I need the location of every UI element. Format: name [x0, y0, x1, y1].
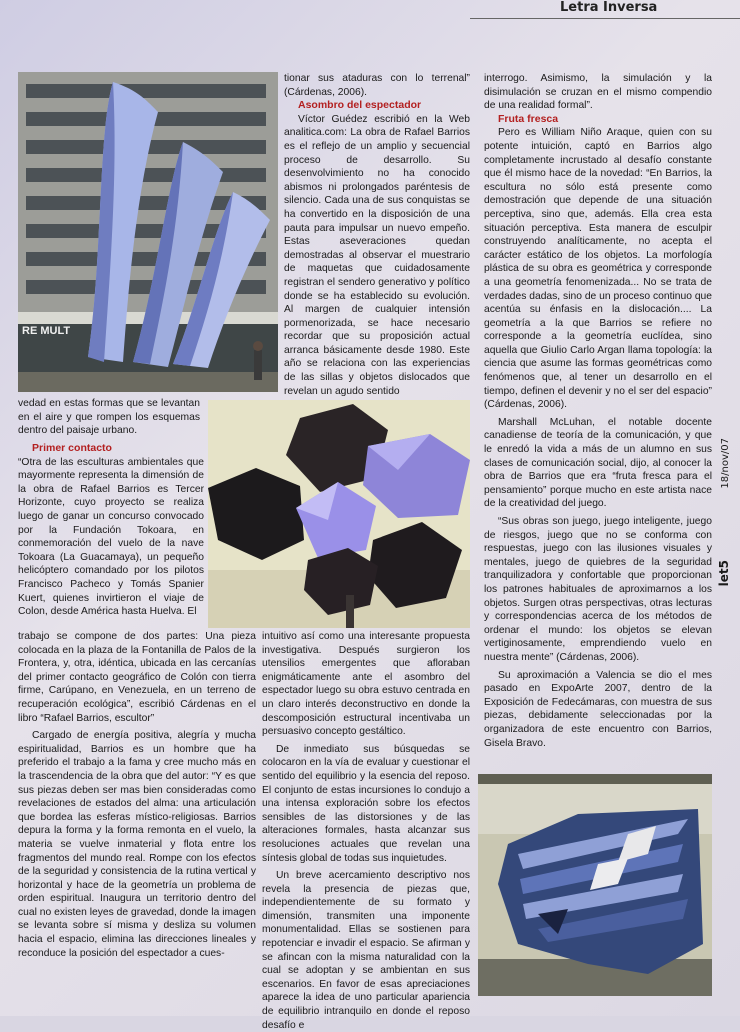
col3-text [484, 72, 712, 772]
col2-subheading: Asombro del espectador [298, 99, 422, 112]
col3-paragraph-4: Su aproximación a Valencia se dio el mes pasado en ExpoArte 2007, dentro de la Exposición de Fedecámaras, con muestra de sus piezas, debidamente seleccionadas por la organizadora de este encuentro con Barrios, Gisela Bravo. [484, 669, 712, 749]
col3-paragraph-3: “Sus obras son juego, juego inteligente, juego de riesgos, juego que no se conforma con respuestas, juego con las ilusiones visuales y mentales, juego de quiebres de la seguridad tranquilizadora y confortable que proporcionan los patrones habituales de aproximarnos a los objetos. Surgen otras perspectivas, otras lecturas y correspondencias acerca de los métodos de ordenar el mundo: los objetos se elevan vertiginosamente, emprendiendo vuelo en nuestra mente” (Cárdenas, 2006). [484, 516, 712, 663]
col2-lower [262, 630, 470, 1031]
section-header: Letra Inversa [560, 0, 658, 15]
col3-paragraph-top: interrogo. Asimismo, la simulación y la disimulación se cruzan en el mismo compendio de una realidad formal”. [484, 73, 712, 112]
building-sign-text: RE MULT [22, 325, 71, 337]
col1-paragraph-2: trabajo se compone de dos partes: Una pieza colocada en la plaza de la Fontanilla de Palos de la Frontera, y, otra, idéntica, ubicada en las cercanías del primer contacto geográfico de Colón con tierra firme, Carúpano, en Venezuela, en un terreno de recuperación ecológica”, escribió Cárdenas en el libro “Rafael Barrios, escultor” [18, 631, 256, 724]
col1-subheading: Primer contacto [32, 442, 112, 454]
side-date: 18/nov/07 [720, 438, 731, 489]
page-number: let5 [717, 560, 731, 587]
col2-paragraph-1: Víctor Guédez escribió en la Web analitica.com: La obra de Rafael Barrios es el reflejo de un amplio y secuencial proceso de desarrollo. Su desenvolvimiento no ha conocido abismos ni prolongados paréntesis de silencio. Cada una de sus conquistas se ha convertido en la disposición de una pauta para impulsar un nuevo empeño. Estas aseveraciones quedan demostradas al observar el muestrario de maquetas que cuidadosamente registran el sendero generativo y político donde se ha establecido su evolución. Al margen de cualquier intensión pormenorizada, se hace necesario recordar que su proposición actual arranca básicamente desde 1980. Este año se relaciona con las experiencias de las sillas y objetos dislocados que revelan un agudo sentido [284, 113, 470, 397]
building-sculpture-illustration [18, 72, 278, 392]
col2-paragraph-top: tionar sus ataduras con lo terrenal” (Cárdenas, 2006). [284, 73, 470, 98]
col2-paragraph-4: Un breve acercamiento descriptivo nos revela la presencia de piezas que, independientemente de su formato y dimensión, transmiten una imponente monumentalidad. Ellas se sostienen para repotenciar e invadir el espacio. Se afirman y se afincan con la misma naturalidad con la cual se adoptan y se ambientan en sus escenarios. En favor de esas apreciaciones aparece la idea de uno particular apariencia de equilibrio intranquilo en donde el reposo desafío e [262, 870, 470, 1031]
col1-paragraph-3: Cargado de energía positiva, alegría y mucha espiritualidad, Barrios es un hombre que ha preferido el trabajo a la fama y cree mucho más en la trascendencia de la obra que del autor: “Y es que sus piezas deben ser mas bien consideradas como revelaciones de estados del alma: una articulación que bordea las esferas místico-religiosas. Barrios depura la forma y la forma remonta en el vuelo, la materia se vuelve inmaterial y flota entre los fragmentos del mundo real. Rompe con los efectos de la seguridad y consistencia de la rutina vertical y horizontal y hace de la geometría un problema de orden espiritual. Inaugura un territorio dentro del cual no existen leyes de gravedad, donde la imagen se levanta sobre sí misma y desliza su volumen hacia el espacio, elimina las direcciones lineales y reconduce la posición del espectador a cues- [18, 730, 256, 959]
col2-upper [284, 72, 470, 398]
col3-paragraph-2: Marshall McLuhan, el notable docente canadiense de teoría de la comunicación, y que le enredó la vida a más de un alumno en sus clases de comunicación social, dijo, al conocer la obra de Barrios que era “fruta fresca para el pensamiento” porque mucho en este artista nace de la creatividad del juego. [484, 416, 712, 510]
col3-paragraph-1: Pero es William Niño Araque, quien con su potente intuición, captó en Barrios algo completamente incrustado al desafío constante que él mismo hace de la novedad: “En Barrios, la escultura no sólo está presente como demostración que depende de una situación perceptiva, sino que, además. Ella crea esta situación perceptiva. Esta manera de esculpir construyendo analíticamente, no acepta el carácter estático de los objetos. La morfología plástica de su obra es geométrica y corresponde a una geometría fenomenizada... No se trata de verdades dadas, sino de un proceso continuo que acentúa su énfasis en la dislocación.... La geometría a la que Barrios se refiere no corresponde a la geometría euclídea, sino aquella que Giulio Carlo Argan llama topología: la ciencia que asume las formas geométricas como fenómenos que, al tener un desarrollo en el tiempo, definen el devenir y no el ser del espacio” (Cárdenas, 2006). [484, 127, 712, 411]
col1-intro-paragraph: vedad en estas formas que se levantan en el aire y que rompen los esquemas dentro del paisaje urbano. [18, 398, 200, 437]
header-rule [470, 18, 740, 19]
col1-lower [18, 630, 256, 1000]
folded-sculpture-illustration [478, 774, 712, 996]
photo-building-sculpture [18, 72, 278, 392]
col2-paragraph-3: De inmediato sus búsquedas se colocaron en la vía de evaluar y cuestionar el sentido del equilibrio y la esencia del reposo. El conjunto de estas incursiones lo condujo a una intensa exploración sobre los efectos sensibles de las distorsiones y de las alteraciones formales, hasta alcanzar sus resoluciones actuales que revelan una síntesis global de todas sus inquietudes. [262, 743, 470, 864]
cube-sculpture-illustration [208, 400, 470, 628]
col1-paragraph-1: “Otra de las esculturas ambientales que mayormente representa la dimensión de la obra de Rafael Barrios es Tercer Horizonte, cuyo proyecto se realiza luego de ganar un concurso convocado por la Fundación Tokoara, en conmemoración del vuelo de la nave Tokoara (La Guacamaya), un pequeño helicóptero comandado por los pilotos Francisco Pacheco y Tomás Spanier Kuert, quienes invirtieron el viaje de Colon, desde América hasta Huelva. El [18, 456, 204, 618]
col1-upper [18, 442, 204, 632]
photo-folded-sculpture [478, 774, 712, 996]
col3-subheading: Fruta fresca [498, 112, 559, 125]
col2-paragraph-2: intuitivo así como una interesante propuesta investigativa. Después surgieron los utensilios emergentes que afloraban enigmáticamente ante el asombro del espectador luego su obra estuvo centrada en un claro interés deconstructivo en donde la descomposición estructural incentivaba un persuasivo concepto gestáltico. [262, 631, 470, 738]
photo-cube-sculpture [208, 400, 470, 628]
